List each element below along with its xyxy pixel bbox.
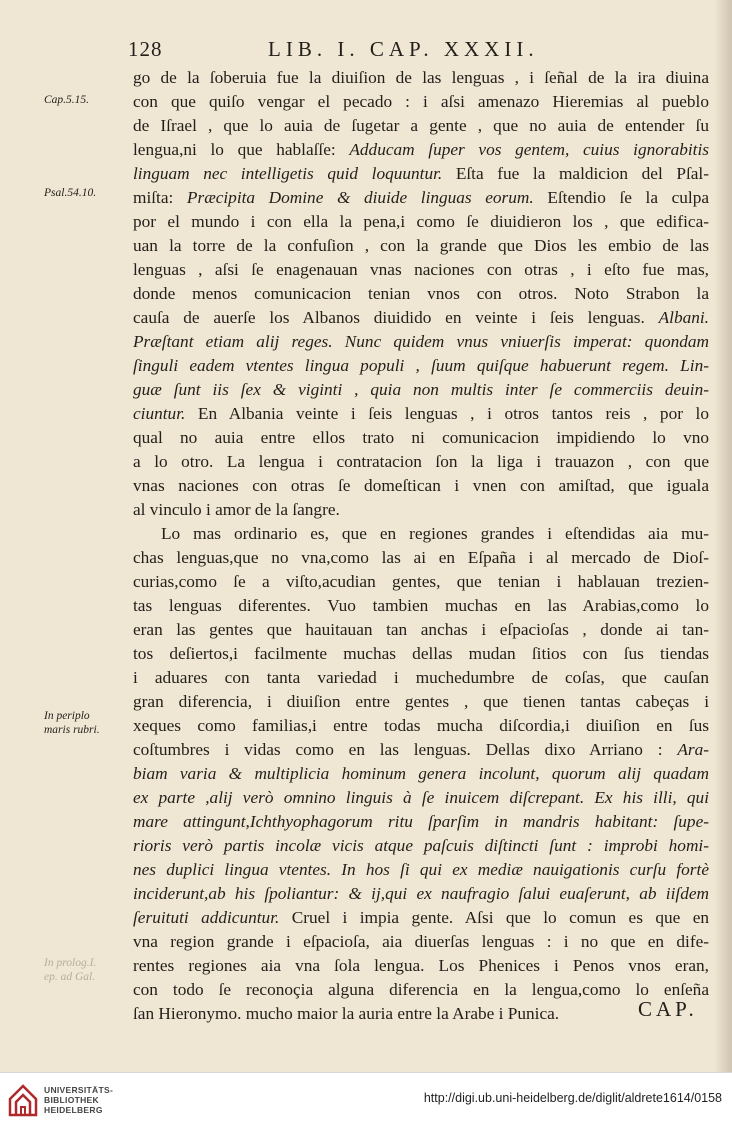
library-logo-icon: [8, 1083, 38, 1117]
text-line: vna region grande i eſpacioſa, aia diuerſas lenguas : i no que en dife-: [133, 932, 709, 951]
text-line: [133, 306, 709, 330]
latin-line: guæ ſunt iis ſex & viginti , quia non multis inter ſe commerciis deuin-: [133, 380, 709, 399]
text-line: por el mundo i con ella la pena,i como ſe diuidieron los , que edifica-: [133, 212, 709, 231]
margin-note-periplo-2: maris rubri.: [44, 724, 100, 736]
latin-line: ſinguli eadem vtentes lingua populi , ſuum quiſque habuerunt regem. Lin-: [133, 356, 709, 375]
latin-line: rioris verò partis incolæ vicis atque paſcuis diſtincti ſunt : improbi homi-: [133, 836, 709, 855]
text-line: lenguas , aſsi ſe enagenauan vnas naciones con otras , i eſto fue mas,: [133, 260, 709, 279]
paragraph-start-line: Lo mas ordinario es, que en regiones grandes i eſtendidas aia mu-: [161, 524, 709, 543]
latin-line: nes duplici lingua vtentes. In hos ſi qui ex mediæ nauigationis curſu fortè: [133, 860, 709, 879]
margin-note-cap: Cap.5.15.: [44, 94, 90, 106]
page-number: 128: [128, 37, 163, 61]
catchword: CAP.: [638, 997, 698, 1021]
text-line: [133, 162, 709, 186]
permalink-url[interactable]: http://digi.ub.uni-heidelberg.de/diglit/aldrete1614/0158: [423, 1091, 722, 1105]
latin-quote: ciuntur.: [133, 404, 186, 423]
page-header: [128, 37, 708, 63]
text-line: chas lenguas,que no vna,como las ai en Eſpaña i al mercado de Dioſ-: [133, 548, 709, 567]
text-line: xeques como familias,i entre todas mucha diſcordia,i diuiſion en ſus: [133, 716, 709, 735]
latin-quote: ſeruituti addicuntur.: [133, 908, 280, 927]
text-line: curias,como ſe a viſto,acudian gentes, que tenian i hablauan trezien-: [133, 572, 709, 591]
text-line: uan la torre de la confuſion , con la grande que Dios les embio de las: [133, 236, 709, 255]
margin-note-periplo-1: In periplo: [44, 710, 90, 722]
text-line: tas lenguas diferentes. Vuo tambien muchas en las Arabias,como lo: [133, 596, 709, 615]
text-segment: Eſtendio ſe la culpa: [533, 188, 709, 207]
text-line: [133, 738, 709, 762]
text-segment: cauſa de auerſe los Albanos diuidido en veinte i ſeis lenguas.: [133, 308, 659, 327]
latin-line: inciderunt,ab his ſpoliantur: & ij,qui ex naufragio ſalui euaſerunt, ab iiſdem: [133, 884, 709, 903]
text-line: qual no auia entre ellos trato ni comunicacion impidiendo lo vno: [133, 428, 709, 447]
running-title: LIB. I. CAP. XXXII.: [268, 37, 539, 61]
text-segment: En Albania veinte i ſeis lenguas , i otros tantos reis , por lo: [185, 404, 709, 423]
latin-line: mare attingunt,Ichthyophagorum ritu ſparſim in mandris habitant: ſupe-: [133, 812, 709, 831]
latin-quote: Albani.: [658, 308, 709, 327]
text-segment: Eſta fue la maldicion del Pſal-: [442, 164, 709, 183]
body-text: [133, 66, 709, 1026]
footer-bar: [0, 1072, 732, 1126]
text-line: i aduares con tanta variedad i muchedumbre de coſas, que cauſan: [133, 668, 709, 687]
library-name: UNIVERSITÄTS- BIBLIOTHEK HEIDELBERG: [44, 1085, 114, 1115]
text-line: con todo ſe reconoçia alguna diferencia en la lengua,como lo enſeña: [133, 980, 709, 999]
text-line: con que quiſo vengar el pecado : i aſsi amenazo Hieremias al pueblo: [133, 92, 709, 111]
latin-quote: linguam nec intelligetis quid loquuntur.: [133, 164, 443, 183]
text-line: tos deſiertos,i facilmente muchas dellas mudan ſitios con ſus tiendas: [133, 644, 709, 663]
latin-line: ex parte ,alij verò omnino linguis à ſe inuicem diſcrepant. Ex his illi, qui: [133, 788, 709, 807]
latin-quote: Ara-: [677, 740, 709, 759]
text-line: al vinculo i amor de la ſangre.: [133, 500, 340, 519]
text-line: donde menos comunicacion tenian vnos con otros. Noto Strabon la: [133, 284, 709, 303]
text-line: rentes regiones aia vna ſola lengua. Los Phenices i Penos vnos eran,: [133, 956, 709, 975]
text-line: de Iſrael , que lo auia de ſugetar a gente , que no auia de entender ſu: [133, 116, 709, 135]
margin-note-prolog-1: In prolog.I.: [44, 957, 97, 969]
text-line: [133, 402, 709, 426]
latin-line: Præſtant etiam alij reges. Nunc quidem vnus vniuerſis imperat: quondam: [133, 332, 709, 351]
text-segment: lengua,ni lo que hablaſſe:: [133, 140, 350, 159]
margin-note-prolog-2: ep. ad Gal.: [44, 971, 96, 983]
latin-line: biam varia & multiplicia hominum genera incolunt, quorum alij quadam: [133, 764, 709, 783]
latin-quote: Præcipita Domine & diuide linguas eorum.: [186, 188, 534, 207]
text-line: go de la ſoberuia fue la diuiſion de las lenguas , i ſeñal de la ira diuina: [133, 68, 709, 87]
margin-note-psal: Psal.54.10.: [44, 187, 97, 199]
text-line: ſan Hieronymo. mucho maior la auria entre la Arabe i Punica.: [133, 1004, 560, 1023]
text-line: [133, 186, 709, 210]
text-line: vnas naciones con otras ſe domeſtican i vnen con amiſtad, que iguala: [133, 476, 709, 495]
text-segment: coſtumbres i vidas como en las lenguas. Dellas dixo Arriano :: [133, 740, 678, 759]
text-line: [133, 138, 709, 162]
text-line: [133, 906, 709, 930]
text-line: gran diferencia, i diuiſion entre gentes , que tienen tantas cabeças i: [133, 692, 709, 711]
text-segment: miſta:: [133, 188, 187, 207]
text-line: eran las gentes que hauitauan tan anchas i eſpacioſas , donde ai tan-: [133, 620, 709, 639]
latin-quote: Adducam ſuper vos gentem, cuius ignorabitis: [349, 140, 709, 159]
text-segment: Cruel i impia gente. Aſsi que lo comun es que en: [279, 908, 709, 927]
text-line: a lo otro. La lengua i contratacion ſon la liga i trauazon , con que: [133, 452, 709, 471]
